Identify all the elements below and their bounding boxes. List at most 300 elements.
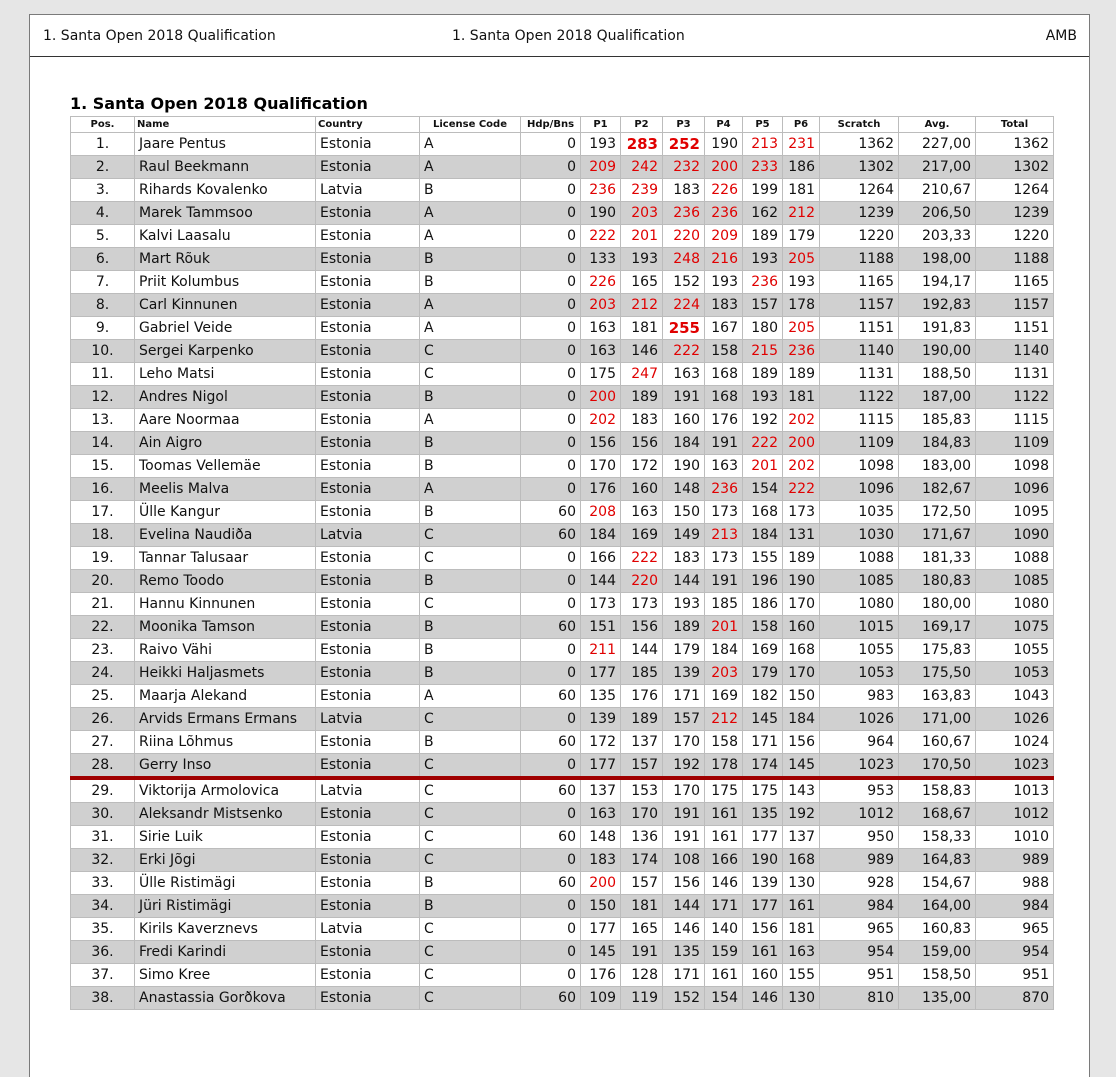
license-cell: C bbox=[420, 547, 521, 570]
game-cell: 170 bbox=[581, 455, 621, 478]
game-cell: 150 bbox=[581, 895, 621, 918]
country-cell: Estonia bbox=[316, 202, 420, 225]
total-cell: 1098 bbox=[976, 455, 1054, 478]
game-cell: 119 bbox=[621, 987, 663, 1010]
table-row bbox=[71, 941, 1054, 964]
scratch-cell: 1140 bbox=[820, 340, 899, 363]
total-cell: 965 bbox=[976, 918, 1054, 941]
name-cell: Riina Lõhmus bbox=[135, 731, 316, 754]
game-cell: 183 bbox=[705, 294, 743, 317]
game-cell: 183 bbox=[663, 547, 705, 570]
avg-cell: 227,00 bbox=[899, 133, 976, 156]
game-cell: 185 bbox=[621, 662, 663, 685]
game-cell: 168 bbox=[783, 639, 820, 662]
column-header: P4 bbox=[705, 117, 743, 133]
license-cell: B bbox=[420, 248, 521, 271]
table-row bbox=[71, 639, 1054, 662]
game-cell: 216 bbox=[705, 248, 743, 271]
game-cell: 191 bbox=[663, 386, 705, 409]
hdp-cell: 0 bbox=[521, 432, 581, 455]
avg-cell: 191,83 bbox=[899, 317, 976, 340]
pos-cell: 30. bbox=[71, 803, 135, 826]
license-cell: C bbox=[420, 593, 521, 616]
name-cell: Priit Kolumbus bbox=[135, 271, 316, 294]
license-cell: C bbox=[420, 708, 521, 731]
avg-cell: 158,50 bbox=[899, 964, 976, 987]
pos-cell: 5. bbox=[71, 225, 135, 248]
country-cell: Estonia bbox=[316, 570, 420, 593]
hdp-cell: 0 bbox=[521, 363, 581, 386]
pos-cell: 6. bbox=[71, 248, 135, 271]
scratch-cell: 1188 bbox=[820, 248, 899, 271]
game-cell: 137 bbox=[621, 731, 663, 754]
name-cell: Tannar Talusaar bbox=[135, 547, 316, 570]
scratch-cell: 1220 bbox=[820, 225, 899, 248]
column-header: Avg. bbox=[899, 117, 976, 133]
game-cell: 236 bbox=[783, 340, 820, 363]
country-cell: Estonia bbox=[316, 478, 420, 501]
total-cell: 1053 bbox=[976, 662, 1054, 685]
scratch-cell: 1023 bbox=[820, 754, 899, 779]
pos-cell: 13. bbox=[71, 409, 135, 432]
game-cell: 163 bbox=[621, 501, 663, 524]
game-cell: 156 bbox=[663, 872, 705, 895]
game-cell: 191 bbox=[621, 941, 663, 964]
license-cell: B bbox=[420, 895, 521, 918]
game-cell: 255 bbox=[663, 317, 705, 340]
total-cell: 1023 bbox=[976, 754, 1054, 779]
name-cell: Jaare Pentus bbox=[135, 133, 316, 156]
total-cell: 1080 bbox=[976, 593, 1054, 616]
game-cell: 179 bbox=[783, 225, 820, 248]
game-cell: 144 bbox=[663, 895, 705, 918]
name-cell: Remo Toodo bbox=[135, 570, 316, 593]
game-cell: 166 bbox=[581, 547, 621, 570]
table-row bbox=[71, 340, 1054, 363]
avg-cell: 180,00 bbox=[899, 593, 976, 616]
game-cell: 180 bbox=[743, 317, 783, 340]
avg-cell: 163,83 bbox=[899, 685, 976, 708]
country-cell: Estonia bbox=[316, 340, 420, 363]
avg-cell: 169,17 bbox=[899, 616, 976, 639]
total-cell: 1362 bbox=[976, 133, 1054, 156]
table-row bbox=[71, 317, 1054, 340]
pos-cell: 29. bbox=[71, 778, 135, 803]
license-cell: B bbox=[420, 616, 521, 639]
avg-cell: 170,50 bbox=[899, 754, 976, 779]
game-cell: 189 bbox=[783, 363, 820, 386]
game-cell: 145 bbox=[743, 708, 783, 731]
table-row bbox=[71, 133, 1054, 156]
game-cell: 148 bbox=[581, 826, 621, 849]
game-cell: 177 bbox=[581, 754, 621, 779]
game-cell: 202 bbox=[783, 409, 820, 432]
game-cell: 156 bbox=[621, 432, 663, 455]
avg-cell: 183,00 bbox=[899, 455, 976, 478]
hdp-cell: 0 bbox=[521, 340, 581, 363]
name-cell: Raivo Vähi bbox=[135, 639, 316, 662]
license-cell: A bbox=[420, 685, 521, 708]
avg-cell: 192,83 bbox=[899, 294, 976, 317]
avg-cell: 172,50 bbox=[899, 501, 976, 524]
scratch-cell: 954 bbox=[820, 941, 899, 964]
total-cell: 954 bbox=[976, 941, 1054, 964]
pos-cell: 9. bbox=[71, 317, 135, 340]
game-cell: 186 bbox=[783, 156, 820, 179]
scratch-cell: 1012 bbox=[820, 803, 899, 826]
game-cell: 233 bbox=[743, 156, 783, 179]
game-cell: 213 bbox=[743, 133, 783, 156]
game-cell: 179 bbox=[663, 639, 705, 662]
name-cell: Ain Aigro bbox=[135, 432, 316, 455]
scratch-cell: 1098 bbox=[820, 455, 899, 478]
report-title: 1. Santa Open 2018 Qualification bbox=[70, 94, 368, 113]
total-cell: 1043 bbox=[976, 685, 1054, 708]
game-cell: 196 bbox=[743, 570, 783, 593]
avg-cell: 184,83 bbox=[899, 432, 976, 455]
game-cell: 191 bbox=[705, 570, 743, 593]
game-cell: 226 bbox=[581, 271, 621, 294]
game-cell: 209 bbox=[581, 156, 621, 179]
game-cell: 192 bbox=[783, 803, 820, 826]
game-cell: 170 bbox=[663, 778, 705, 803]
hdp-cell: 60 bbox=[521, 987, 581, 1010]
column-header: License Code bbox=[420, 117, 521, 133]
pos-cell: 10. bbox=[71, 340, 135, 363]
game-cell: 213 bbox=[705, 524, 743, 547]
name-cell: Sergei Karpenko bbox=[135, 340, 316, 363]
hdp-cell: 60 bbox=[521, 778, 581, 803]
game-cell: 172 bbox=[581, 731, 621, 754]
country-cell: Estonia bbox=[316, 662, 420, 685]
avg-cell: 159,00 bbox=[899, 941, 976, 964]
total-cell: 989 bbox=[976, 849, 1054, 872]
avg-cell: 175,50 bbox=[899, 662, 976, 685]
game-cell: 192 bbox=[743, 409, 783, 432]
game-cell: 205 bbox=[783, 248, 820, 271]
name-cell: Erki Jõgi bbox=[135, 849, 316, 872]
name-cell: Kalvi Laasalu bbox=[135, 225, 316, 248]
game-cell: 239 bbox=[621, 179, 663, 202]
game-cell: 193 bbox=[743, 386, 783, 409]
name-cell: Raul Beekmann bbox=[135, 156, 316, 179]
name-cell: Anastassia Gorðkova bbox=[135, 987, 316, 1010]
country-cell: Estonia bbox=[316, 363, 420, 386]
game-cell: 154 bbox=[743, 478, 783, 501]
column-header: P6 bbox=[783, 117, 820, 133]
name-cell: Carl Kinnunen bbox=[135, 294, 316, 317]
license-cell: B bbox=[420, 432, 521, 455]
game-cell: 236 bbox=[705, 202, 743, 225]
game-cell: 184 bbox=[783, 708, 820, 731]
game-cell: 174 bbox=[621, 849, 663, 872]
game-cell: 189 bbox=[743, 225, 783, 248]
game-cell: 193 bbox=[783, 271, 820, 294]
license-cell: A bbox=[420, 294, 521, 317]
table-row bbox=[71, 524, 1054, 547]
game-cell: 247 bbox=[621, 363, 663, 386]
avg-cell: 164,00 bbox=[899, 895, 976, 918]
game-cell: 208 bbox=[581, 501, 621, 524]
table-row bbox=[71, 202, 1054, 225]
game-cell: 160 bbox=[783, 616, 820, 639]
scratch-cell: 1026 bbox=[820, 708, 899, 731]
report-page bbox=[29, 14, 1090, 1077]
pos-cell: 24. bbox=[71, 662, 135, 685]
game-cell: 222 bbox=[621, 547, 663, 570]
hdp-cell: 60 bbox=[521, 872, 581, 895]
game-cell: 203 bbox=[705, 662, 743, 685]
game-cell: 211 bbox=[581, 639, 621, 662]
game-cell: 163 bbox=[705, 455, 743, 478]
game-cell: 232 bbox=[663, 156, 705, 179]
hdp-cell: 0 bbox=[521, 570, 581, 593]
game-cell: 190 bbox=[663, 455, 705, 478]
country-cell: Latvia bbox=[316, 918, 420, 941]
total-cell: 1013 bbox=[976, 778, 1054, 803]
results-table bbox=[70, 116, 1054, 1010]
hdp-cell: 0 bbox=[521, 593, 581, 616]
game-cell: 191 bbox=[663, 803, 705, 826]
pos-cell: 2. bbox=[71, 156, 135, 179]
game-cell: 156 bbox=[783, 731, 820, 754]
game-cell: 170 bbox=[663, 731, 705, 754]
table-row bbox=[71, 294, 1054, 317]
game-cell: 161 bbox=[743, 941, 783, 964]
scratch-cell: 928 bbox=[820, 872, 899, 895]
game-cell: 165 bbox=[621, 918, 663, 941]
name-cell: Heikki Haljasmets bbox=[135, 662, 316, 685]
game-cell: 184 bbox=[663, 432, 705, 455]
total-cell: 1075 bbox=[976, 616, 1054, 639]
hdp-cell: 0 bbox=[521, 317, 581, 340]
table-row bbox=[71, 363, 1054, 386]
game-cell: 236 bbox=[705, 478, 743, 501]
license-cell: C bbox=[420, 363, 521, 386]
table-body bbox=[71, 133, 1054, 1010]
game-cell: 201 bbox=[621, 225, 663, 248]
table-row bbox=[71, 225, 1054, 248]
total-cell: 1131 bbox=[976, 363, 1054, 386]
name-cell: Moonika Tamson bbox=[135, 616, 316, 639]
total-cell: 988 bbox=[976, 872, 1054, 895]
total-cell: 1085 bbox=[976, 570, 1054, 593]
name-cell: Kirils Kaverznevs bbox=[135, 918, 316, 941]
game-cell: 201 bbox=[705, 616, 743, 639]
table-row bbox=[71, 918, 1054, 941]
scratch-cell: 1080 bbox=[820, 593, 899, 616]
game-cell: 146 bbox=[621, 340, 663, 363]
game-cell: 173 bbox=[705, 501, 743, 524]
pos-cell: 33. bbox=[71, 872, 135, 895]
hdp-cell: 0 bbox=[521, 248, 581, 271]
column-header: Pos. bbox=[71, 117, 135, 133]
name-cell: Meelis Malva bbox=[135, 478, 316, 501]
total-cell: 1109 bbox=[976, 432, 1054, 455]
column-header: Country bbox=[316, 117, 420, 133]
game-cell: 157 bbox=[621, 872, 663, 895]
column-header: Scratch bbox=[820, 117, 899, 133]
pos-cell: 17. bbox=[71, 501, 135, 524]
license-cell: B bbox=[420, 271, 521, 294]
game-cell: 236 bbox=[743, 271, 783, 294]
avg-cell: 185,83 bbox=[899, 409, 976, 432]
game-cell: 171 bbox=[743, 731, 783, 754]
avg-cell: 164,83 bbox=[899, 849, 976, 872]
avg-cell: 181,33 bbox=[899, 547, 976, 570]
hdp-cell: 0 bbox=[521, 478, 581, 501]
game-cell: 192 bbox=[663, 754, 705, 779]
hdp-cell: 0 bbox=[521, 941, 581, 964]
hdp-cell: 0 bbox=[521, 225, 581, 248]
pos-cell: 35. bbox=[71, 918, 135, 941]
game-cell: 139 bbox=[743, 872, 783, 895]
game-cell: 176 bbox=[621, 685, 663, 708]
country-cell: Latvia bbox=[316, 524, 420, 547]
avg-cell: 171,67 bbox=[899, 524, 976, 547]
total-cell: 1165 bbox=[976, 271, 1054, 294]
hdp-cell: 0 bbox=[521, 918, 581, 941]
pos-cell: 3. bbox=[71, 179, 135, 202]
game-cell: 236 bbox=[663, 202, 705, 225]
game-cell: 157 bbox=[663, 708, 705, 731]
game-cell: 222 bbox=[663, 340, 705, 363]
game-cell: 182 bbox=[743, 685, 783, 708]
total-cell: 1122 bbox=[976, 386, 1054, 409]
table-row bbox=[71, 156, 1054, 179]
scratch-cell: 1096 bbox=[820, 478, 899, 501]
table-row bbox=[71, 547, 1054, 570]
country-cell: Estonia bbox=[316, 826, 420, 849]
license-cell: C bbox=[420, 964, 521, 987]
game-cell: 200 bbox=[705, 156, 743, 179]
avg-cell: 160,83 bbox=[899, 918, 976, 941]
game-cell: 220 bbox=[621, 570, 663, 593]
game-cell: 248 bbox=[663, 248, 705, 271]
name-cell: Sirie Luik bbox=[135, 826, 316, 849]
name-cell: Hannu Kinnunen bbox=[135, 593, 316, 616]
country-cell: Estonia bbox=[316, 455, 420, 478]
license-cell: B bbox=[420, 501, 521, 524]
license-cell: C bbox=[420, 826, 521, 849]
avg-cell: 171,00 bbox=[899, 708, 976, 731]
column-header: P1 bbox=[581, 117, 621, 133]
game-cell: 144 bbox=[663, 570, 705, 593]
game-cell: 158 bbox=[705, 731, 743, 754]
game-cell: 205 bbox=[783, 317, 820, 340]
license-cell: C bbox=[420, 778, 521, 803]
name-cell: Marek Tammsoo bbox=[135, 202, 316, 225]
hdp-cell: 0 bbox=[521, 895, 581, 918]
game-cell: 152 bbox=[663, 271, 705, 294]
name-cell: Arvids Ermans Ermans bbox=[135, 708, 316, 731]
pos-cell: 19. bbox=[71, 547, 135, 570]
game-cell: 155 bbox=[783, 964, 820, 987]
pos-cell: 8. bbox=[71, 294, 135, 317]
total-cell: 870 bbox=[976, 987, 1054, 1010]
avg-cell: 206,50 bbox=[899, 202, 976, 225]
game-cell: 184 bbox=[743, 524, 783, 547]
game-cell: 181 bbox=[783, 179, 820, 202]
game-cell: 174 bbox=[743, 754, 783, 779]
country-cell: Estonia bbox=[316, 616, 420, 639]
scratch-cell: 1035 bbox=[820, 501, 899, 524]
table-row bbox=[71, 593, 1054, 616]
game-cell: 189 bbox=[621, 386, 663, 409]
total-cell: 1088 bbox=[976, 547, 1054, 570]
game-cell: 215 bbox=[743, 340, 783, 363]
game-cell: 175 bbox=[743, 778, 783, 803]
avg-cell: 168,67 bbox=[899, 803, 976, 826]
scratch-cell: 951 bbox=[820, 964, 899, 987]
pos-cell: 28. bbox=[71, 754, 135, 779]
game-cell: 131 bbox=[783, 524, 820, 547]
total-cell: 1026 bbox=[976, 708, 1054, 731]
country-cell: Estonia bbox=[316, 964, 420, 987]
game-cell: 170 bbox=[783, 662, 820, 685]
scratch-cell: 1088 bbox=[820, 547, 899, 570]
game-cell: 139 bbox=[663, 662, 705, 685]
game-cell: 135 bbox=[743, 803, 783, 826]
license-cell: A bbox=[420, 133, 521, 156]
hdp-cell: 60 bbox=[521, 501, 581, 524]
scratch-cell: 1264 bbox=[820, 179, 899, 202]
game-cell: 154 bbox=[705, 987, 743, 1010]
game-cell: 161 bbox=[783, 895, 820, 918]
scratch-cell: 1302 bbox=[820, 156, 899, 179]
avg-cell: 180,83 bbox=[899, 570, 976, 593]
column-header: Hdp/Bns bbox=[521, 117, 581, 133]
license-cell: B bbox=[420, 731, 521, 754]
name-cell: Simo Kree bbox=[135, 964, 316, 987]
game-cell: 191 bbox=[663, 826, 705, 849]
game-cell: 163 bbox=[783, 941, 820, 964]
table-row bbox=[71, 826, 1054, 849]
game-cell: 177 bbox=[743, 826, 783, 849]
game-cell: 212 bbox=[621, 294, 663, 317]
scratch-cell: 964 bbox=[820, 731, 899, 754]
game-cell: 130 bbox=[783, 872, 820, 895]
pos-cell: 38. bbox=[71, 987, 135, 1010]
game-cell: 176 bbox=[705, 409, 743, 432]
game-cell: 222 bbox=[743, 432, 783, 455]
avg-cell: 210,67 bbox=[899, 179, 976, 202]
game-cell: 162 bbox=[743, 202, 783, 225]
game-cell: 176 bbox=[581, 964, 621, 987]
scratch-cell: 1131 bbox=[820, 363, 899, 386]
game-cell: 133 bbox=[581, 248, 621, 271]
table-row bbox=[71, 478, 1054, 501]
license-cell: B bbox=[420, 386, 521, 409]
game-cell: 220 bbox=[663, 225, 705, 248]
game-cell: 175 bbox=[705, 778, 743, 803]
table-row bbox=[71, 501, 1054, 524]
avg-cell: 154,67 bbox=[899, 872, 976, 895]
avg-cell: 194,17 bbox=[899, 271, 976, 294]
name-cell: Andres Nigol bbox=[135, 386, 316, 409]
country-cell: Estonia bbox=[316, 941, 420, 964]
country-cell: Estonia bbox=[316, 133, 420, 156]
hdp-cell: 60 bbox=[521, 524, 581, 547]
game-cell: 128 bbox=[621, 964, 663, 987]
country-cell: Estonia bbox=[316, 754, 420, 779]
avg-cell: 217,00 bbox=[899, 156, 976, 179]
game-cell: 178 bbox=[783, 294, 820, 317]
game-cell: 184 bbox=[705, 639, 743, 662]
game-cell: 149 bbox=[663, 524, 705, 547]
game-cell: 190 bbox=[581, 202, 621, 225]
game-cell: 189 bbox=[743, 363, 783, 386]
